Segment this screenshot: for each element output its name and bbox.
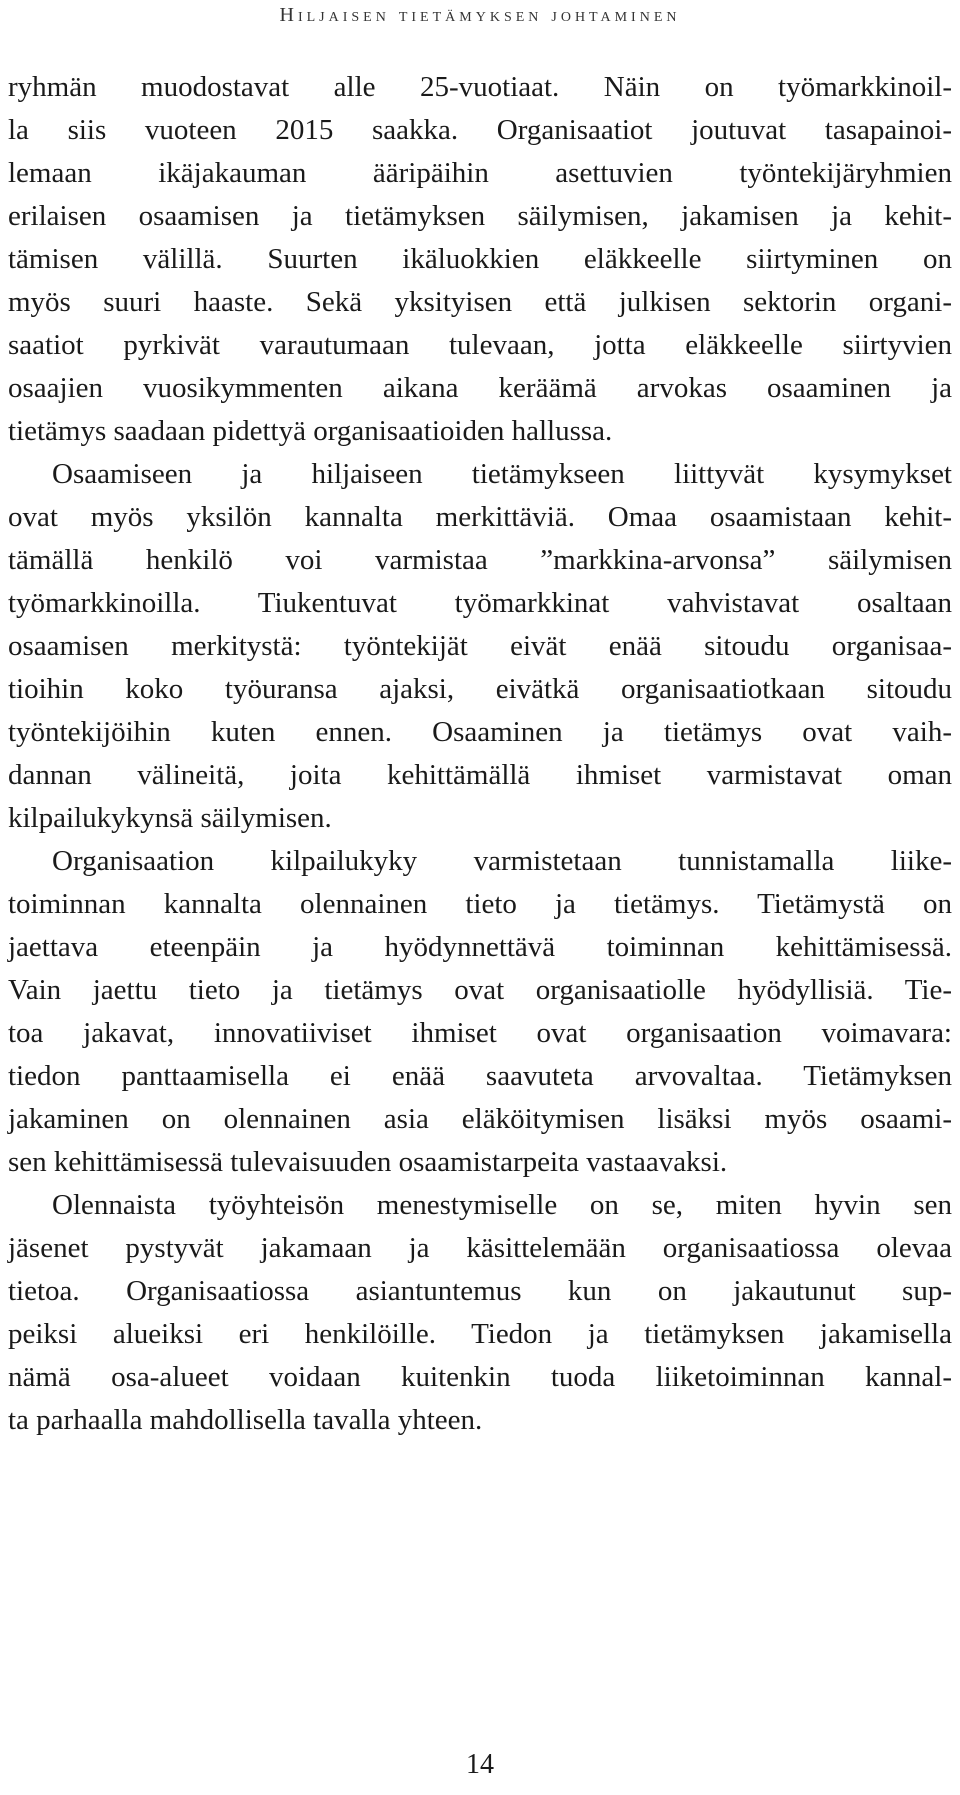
text-line: työmarkkinoilla. Tiukentuvat työmarkkinat vahvistavat osaltaan: [8, 587, 952, 619]
paragraph-4: [8, 1184, 952, 1442]
body-text: [8, 66, 952, 1442]
text-line: jaettava eteenpäin ja hyödynnettävä toiminnan kehittämisessä.: [8, 931, 952, 963]
text-line: nämä osa-alueet voidaan kuitenkin tuoda liiketoiminnan kannal-: [8, 1361, 952, 1393]
paragraph-3: [8, 840, 952, 1184]
text-line: tietoa. Organisaatiossa asiantuntemus kun on jakautunut sup-: [8, 1275, 952, 1307]
text-line: osaajien vuosikymmenten aikana keräämä arvokas osaaminen ja: [8, 372, 952, 404]
text-line: ta parhaalla mahdollisella tavalla yhteen.: [8, 1404, 483, 1436]
text-line: Organisaation kilpailukyky varmistetaan tunnistamalla liike-: [52, 845, 952, 877]
text-line: jäsenet pystyvät jakamaan ja käsittelemään organisaatiossa olevaa: [8, 1232, 952, 1264]
text-line: dannan välineitä, joita kehittämällä ihmiset varmistavat oman: [8, 759, 952, 791]
text-line: la siis vuoteen 2015 saakka. Organisaatiot joutuvat tasapainoi-: [8, 114, 952, 146]
text-line: myös suuri haaste. Sekä yksityisen että julkisen sektorin organi-: [8, 286, 952, 318]
text-line: toa jakavat, innovatiiviset ihmiset ovat organisaation voimavara:: [8, 1017, 952, 1049]
text-line: osaamisen merkitystä: työntekijät eivät enää sitoudu organisaa-: [8, 630, 952, 662]
paragraph-1: [8, 66, 952, 453]
text-line: tiedon panttaamisella ei enää saavuteta arvovaltaa. Tietämyksen: [8, 1060, 952, 1092]
text-line: ovat myös yksilön kannalta merkittäviä. Omaa osaamistaan kehit-: [8, 501, 952, 533]
text-line: saatiot pyrkivät varautumaan tulevaan, jotta eläkkeelle siirtyvien: [8, 329, 952, 361]
text-line: tämisen välillä. Suurten ikäluokkien eläkkeelle siirtyminen on: [8, 243, 952, 275]
text-line: Olennaista työyhteisön menestymiselle on se, miten hyvin sen: [52, 1189, 952, 1221]
page-number: 14: [466, 1749, 494, 1780]
paragraph-2: [8, 453, 952, 840]
text-line: tioihin koko työuransa ajaksi, eivätkä organisaatiotkaan sitoudu: [8, 673, 952, 705]
text-line: lemaan ikäjakauman ääripäihin asettuvien työntekijäryhmien: [8, 157, 952, 189]
running-header: Hiljaisen tietämyksen johtaminen: [279, 4, 681, 26]
text-line: työntekijöihin kuten ennen. Osaaminen ja tietämys ovat vaih-: [8, 716, 952, 748]
text-line: tämällä henkilö voi varmistaa ”markkina-arvonsa” säilymisen: [8, 544, 952, 576]
text-line: tietämys saadaan pidettyä organisaatioiden hallussa.: [8, 415, 613, 447]
text-line: ryhmän muodostavat alle 25-vuotiaat. Näin on työmarkkinoil-: [8, 71, 952, 103]
text-line: sen kehittämisessä tulevaisuuden osaamistarpeita vastaavaksi.: [8, 1146, 728, 1178]
text-line: peiksi alueiksi eri henkilöille. Tiedon ja tietämyksen jakamisella: [8, 1318, 952, 1350]
text-line: jakaminen on olennainen asia eläköitymisen lisäksi myös osaami-: [8, 1103, 952, 1135]
text-line: Vain jaettu tieto ja tietämys ovat organisaatiolle hyödyllisiä. Tie-: [8, 974, 952, 1006]
text-line: kilpailukykynsä säilymisen.: [8, 802, 332, 834]
text-line: Osaamiseen ja hiljaiseen tietämykseen liittyvät kysymykset: [52, 458, 952, 490]
text-line: erilaisen osaamisen ja tietämyksen säilymisen, jakamisen ja kehit-: [8, 200, 952, 232]
text-line: toiminnan kannalta olennainen tieto ja tietämys. Tietämystä on: [8, 888, 952, 920]
